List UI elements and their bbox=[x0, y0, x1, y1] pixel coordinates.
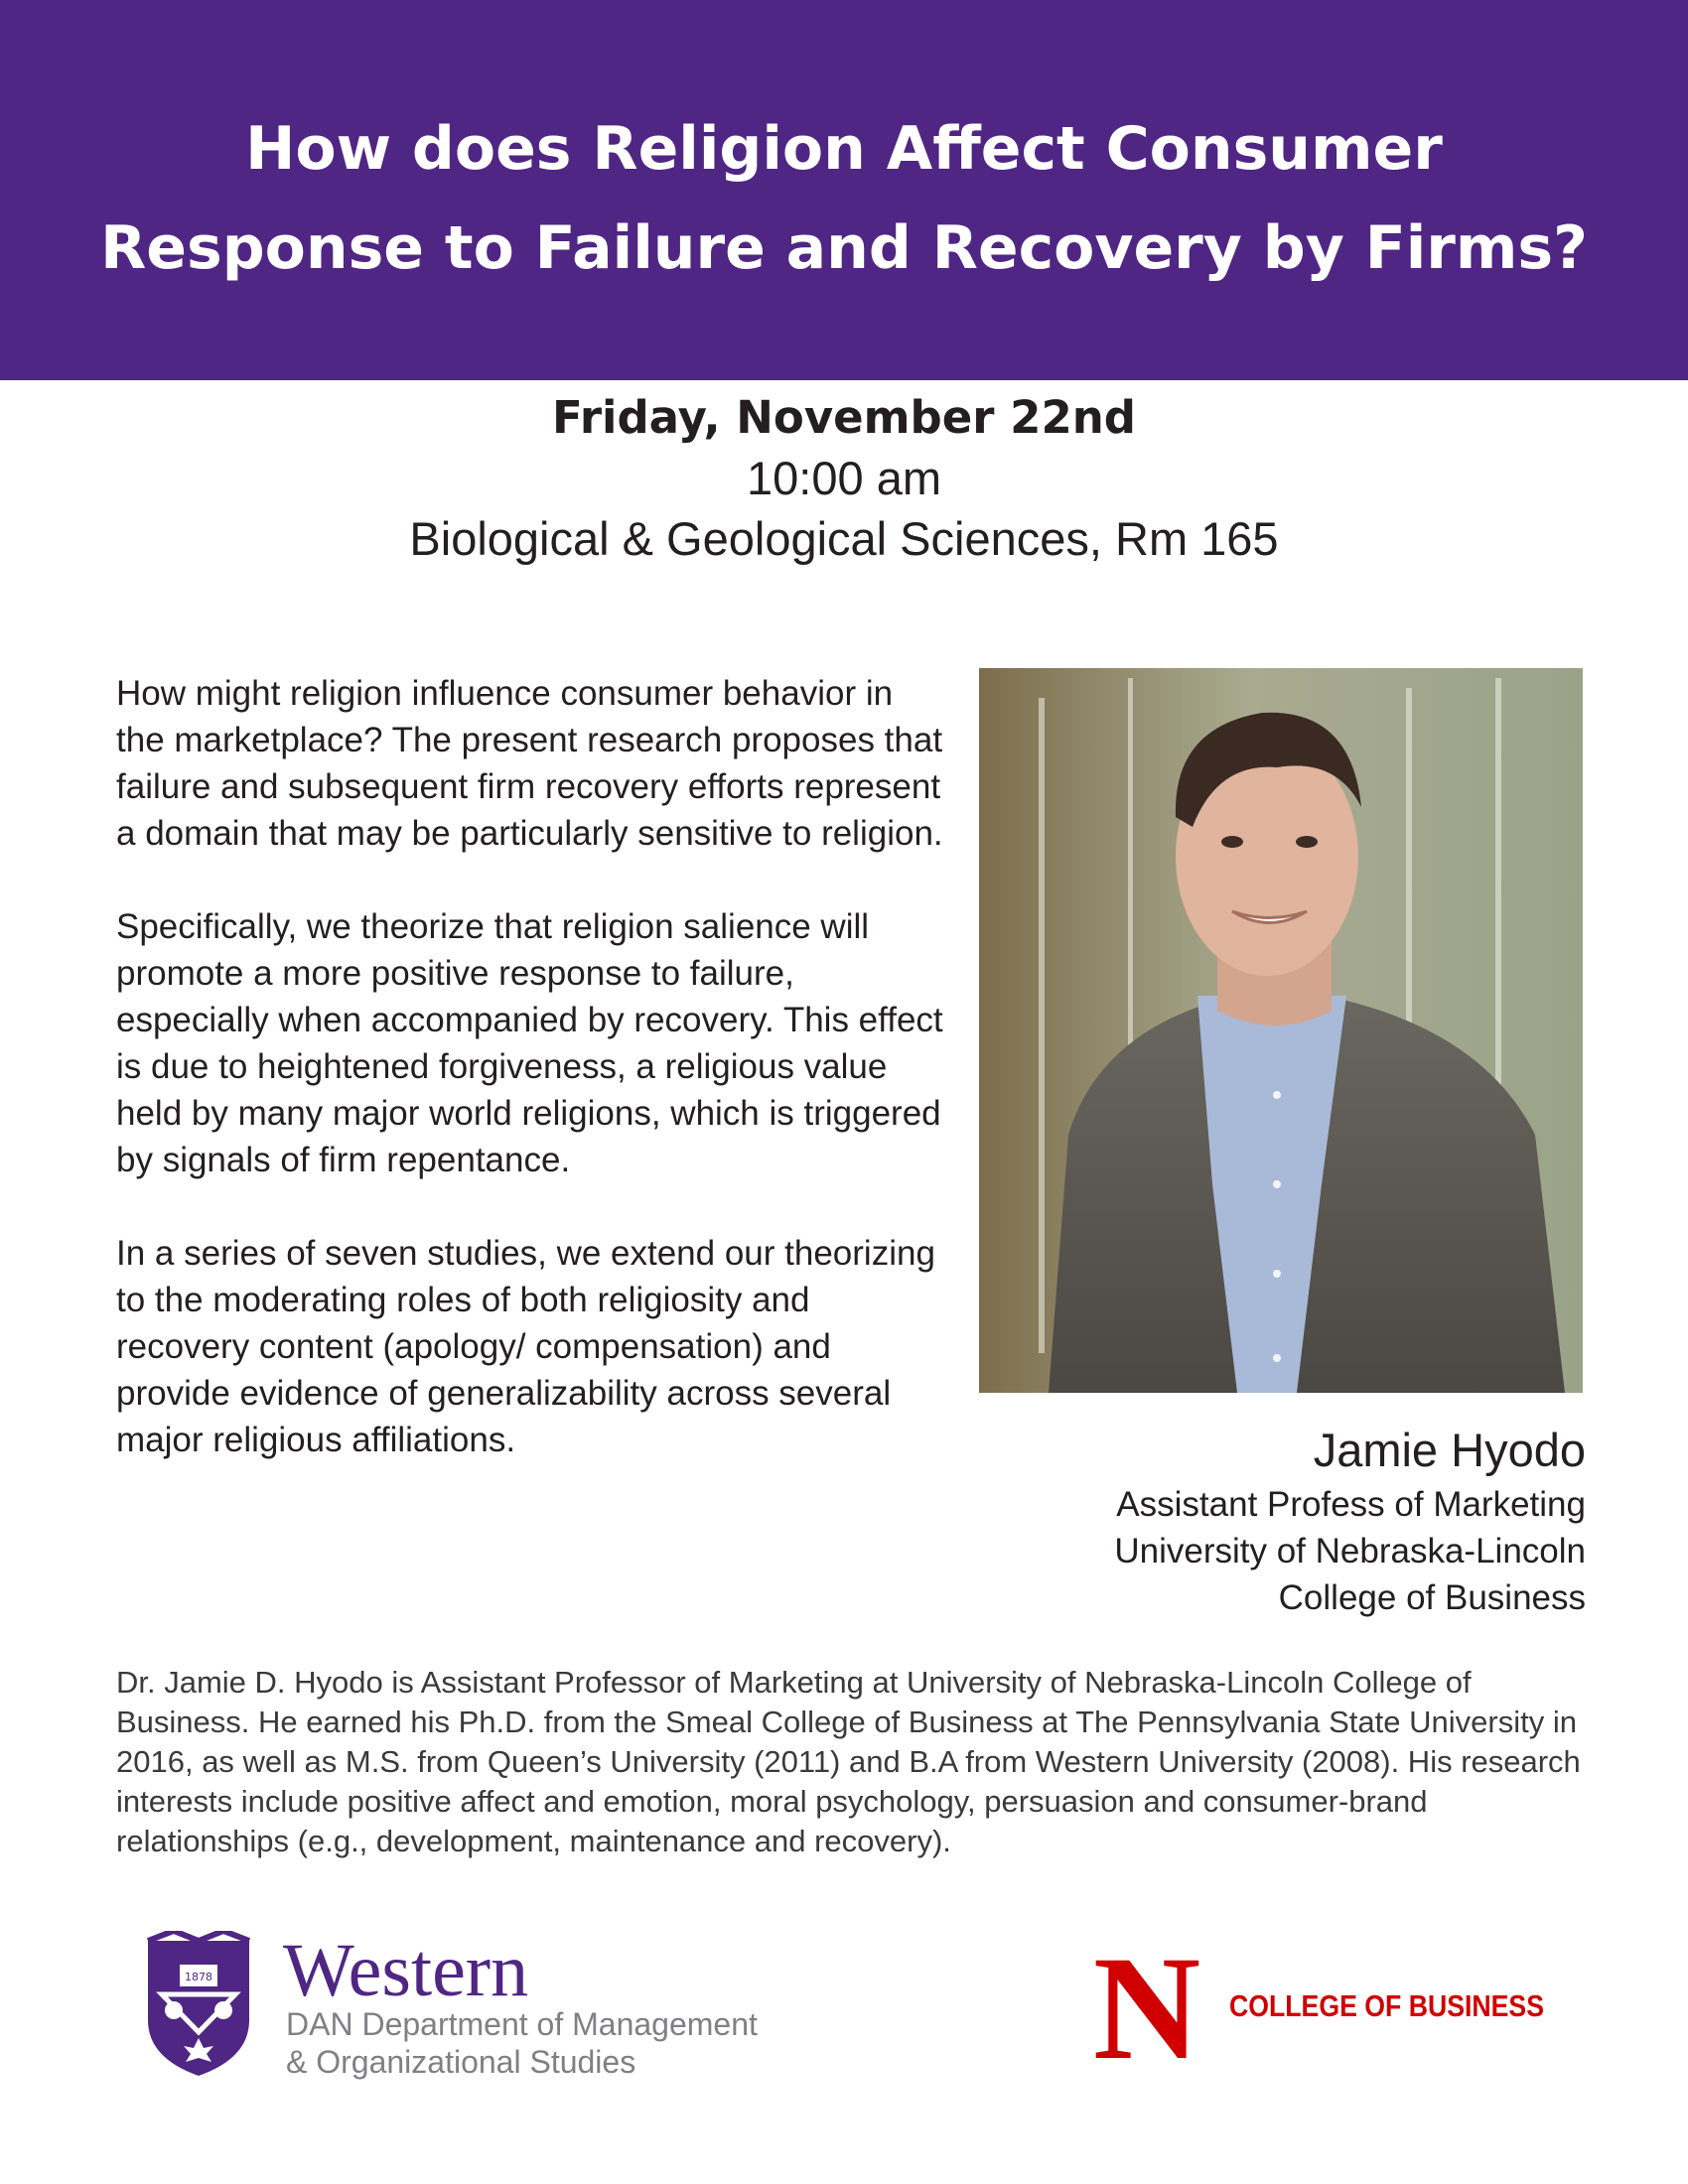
western-department-line-1: DAN Department of Management bbox=[286, 2006, 758, 2042]
title-banner bbox=[0, 0, 1688, 380]
nebraska-n-icon bbox=[1085, 1941, 1209, 2070]
abstract-paragraph: In a series of seven studies, we extend our theorizing to the moderating roles of both religiosity and recovery content (apology/ compensation) and provide evidence of generalizability across several major religious affiliations. bbox=[116, 1234, 935, 1459]
title-line-1: How does Religion Affect Consumer bbox=[245, 114, 1443, 184]
speaker-bio: Dr. Jamie D. Hyodo is Assistant Professor of Marketing at University of Nebraska-Lincoln College of Business. He earned his Ph.D. from the Smeal College of Business at The Pennsylvania State University in 2016, as well as M.S. from Queen’s University (2011) and B.A from Western University (2008). His research interests include positive affect and emotion, moral psychology, persuasion and consumer-brand relationships (e.g., development, maintenance and recovery). bbox=[116, 1665, 1581, 1858]
event-time: 10:00 am bbox=[747, 452, 941, 504]
abstract-paragraph: Specifically, we theorize that religion salience will promote a more positive response to failure, especially when accompanied by recovery. This effect is due to heightened forgiveness, a religious value held by many major world religions, which is triggered by signals of firm repentance. bbox=[116, 907, 943, 1179]
western-wordmark: Western bbox=[283, 1929, 529, 2012]
event-title bbox=[0, 99, 1688, 298]
speaker-info bbox=[1114, 1420, 1586, 1621]
western-logo bbox=[144, 1931, 779, 2090]
title-line-2: Response to Failure and Recovery by Firms? bbox=[100, 213, 1588, 283]
speaker-college: College of Business bbox=[1278, 1578, 1586, 1617]
abstract-paragraph: How might religion influence consumer behavior in the marketplace? The present research proposes that failure and subsequent firm recovery efforts represent a domain that may be particularly sensitive to religion. bbox=[116, 674, 943, 853]
college-of-business-wordmark: COLLEGE OF BUSINESS bbox=[1229, 1988, 1545, 2023]
speaker-photo bbox=[979, 668, 1583, 1393]
western-crest-icon bbox=[144, 1931, 253, 2080]
unl-college-of-business-logo bbox=[1085, 1941, 1545, 2070]
svg-text:N: N bbox=[1092, 1941, 1201, 2070]
speaker-university: University of Nebraska-Lincoln bbox=[1114, 1532, 1586, 1570]
abstract bbox=[116, 670, 950, 1510]
western-department bbox=[286, 2005, 758, 2081]
event-date: Friday, November 22nd bbox=[551, 391, 1137, 444]
event-location: Biological & Geological Sciences, Rm 165 bbox=[409, 512, 1279, 565]
western-department-line-2: & Organizational Studies bbox=[286, 2044, 636, 2080]
svg-text:1878: 1878 bbox=[185, 1971, 212, 1983]
speaker-name: Jamie Hyodo bbox=[1313, 1424, 1586, 1476]
speaker-title: Assistant Profess of Marketing bbox=[1116, 1485, 1586, 1524]
